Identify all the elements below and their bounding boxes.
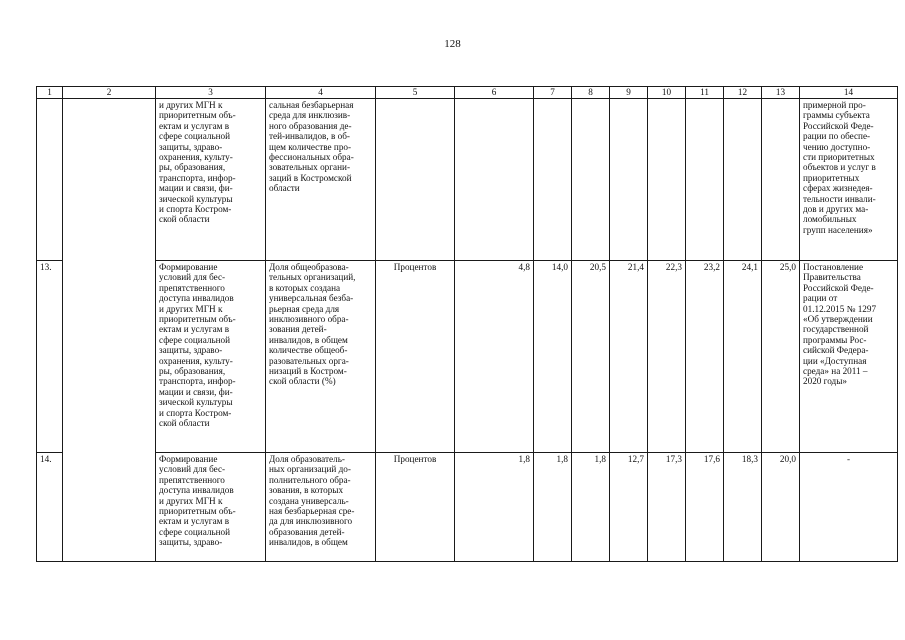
column-header: 1 <box>37 87 63 99</box>
column-header: 4 <box>266 87 376 99</box>
measure-cell: Формирование условий для бес- препятственного доступа инвалидов и других МГН к приоритетным объ- ектам и услугам в сфере социальной защиты, здраво- <box>156 453 266 562</box>
value-cell: 18,3 <box>724 453 762 562</box>
row-number-cell: 14. <box>37 453 63 562</box>
column-number-header-row <box>37 87 898 99</box>
value-cell <box>455 99 534 261</box>
table-row <box>37 261 898 453</box>
indicator-cell: Доля образователь- ных организаций до- полнительного обра- зования, в которых создана универсаль- ная безбарьерная сре- да для инклюзивного образования детей- инвалидов, в общем <box>266 453 376 562</box>
source-cell: примерной про- граммы субъекта Российской Феде- рации по обеспе- чению доступно- сти приоритетных объектов и услуг в приоритетных сферах жизнедея- тельности инвали- дов и других ма- ломобильных групп населения» <box>800 99 898 261</box>
column-header: 13 <box>762 87 800 99</box>
value-cell: 1,8 <box>572 453 610 562</box>
value-cell: 17,6 <box>686 453 724 562</box>
column-header: 2 <box>63 87 156 99</box>
unit-cell: Процентов <box>376 453 455 562</box>
value-cell: 17,3 <box>648 453 686 562</box>
value-cell: 1,8 <box>455 453 534 562</box>
column-header: 11 <box>686 87 724 99</box>
indicators-table <box>36 86 898 562</box>
source-cell: Постановление Правительства Российской Феде- рации от 01.12.2015 № 1297 «Об утверждении государственной программы Рос- сийской Федера- ции «Доступная среда» на 2011 – 2020 годы» <box>800 261 898 453</box>
unit-cell <box>376 99 455 261</box>
column-header: 9 <box>610 87 648 99</box>
column-header: 12 <box>724 87 762 99</box>
value-cell: 14,0 <box>534 261 572 453</box>
value-cell <box>686 99 724 261</box>
page-number: 128 <box>444 38 461 50</box>
column-header: 7 <box>534 87 572 99</box>
row-number-cell <box>37 99 63 261</box>
value-cell: 22,3 <box>648 261 686 453</box>
value-cell: 23,2 <box>686 261 724 453</box>
value-cell: 1,8 <box>534 453 572 562</box>
value-cell: 4,8 <box>455 261 534 453</box>
value-cell: 20,5 <box>572 261 610 453</box>
column-header: 3 <box>156 87 266 99</box>
value-cell <box>610 99 648 261</box>
measure-cell: Формирование условий для бес- препятственного доступа инвалидов и других МГН к приоритетным объ- ектам и услугам в сфере социальной защиты, здраво- охранения, культу- ры, образования, транспорта, инфор- мации и связи, фи- зической культуры и спорта Костром- ской области <box>156 261 266 453</box>
value-cell: 25,0 <box>762 261 800 453</box>
value-cell: 21,4 <box>610 261 648 453</box>
column-header: 14 <box>800 87 898 99</box>
column-header: 6 <box>455 87 534 99</box>
unit-cell: Процентов <box>376 261 455 453</box>
column-header: 10 <box>648 87 686 99</box>
value-cell: 24,1 <box>724 261 762 453</box>
value-cell: 12,7 <box>610 453 648 562</box>
value-cell <box>762 99 800 261</box>
value-cell <box>572 99 610 261</box>
value-cell <box>648 99 686 261</box>
empty-cell <box>63 99 156 562</box>
source-cell: - <box>800 453 898 562</box>
indicator-cell: сальная безбарьерная среда для инклюзив- ного образования де- тей-инвалидов, в об- щем количестве про- фессиональных обра- зовательных органи- заций в Костромской области <box>266 99 376 261</box>
table-row <box>37 99 898 261</box>
row-number-cell: 13. <box>37 261 63 453</box>
measure-cell: и других МГН к приоритетным объ- ектам и услугам в сфере социальной защиты, здраво- охранения, культу- ры, образования, транспорта, инфор- мации и связи, фи- зической культуры и спорта Костром- ской области <box>156 99 266 261</box>
column-header: 8 <box>572 87 610 99</box>
indicator-cell: Доля общеобразова- тельных организаций, в которых создана универсальная безба- рьерная среда для инклюзивного обра- зования детей- инвалидов, в общем количестве общеоб- разовательных орга- низаций в Костром- ской области (%) <box>266 261 376 453</box>
column-header: 5 <box>376 87 455 99</box>
value-cell <box>534 99 572 261</box>
value-cell <box>724 99 762 261</box>
value-cell: 20,0 <box>762 453 800 562</box>
table-row <box>37 453 898 562</box>
